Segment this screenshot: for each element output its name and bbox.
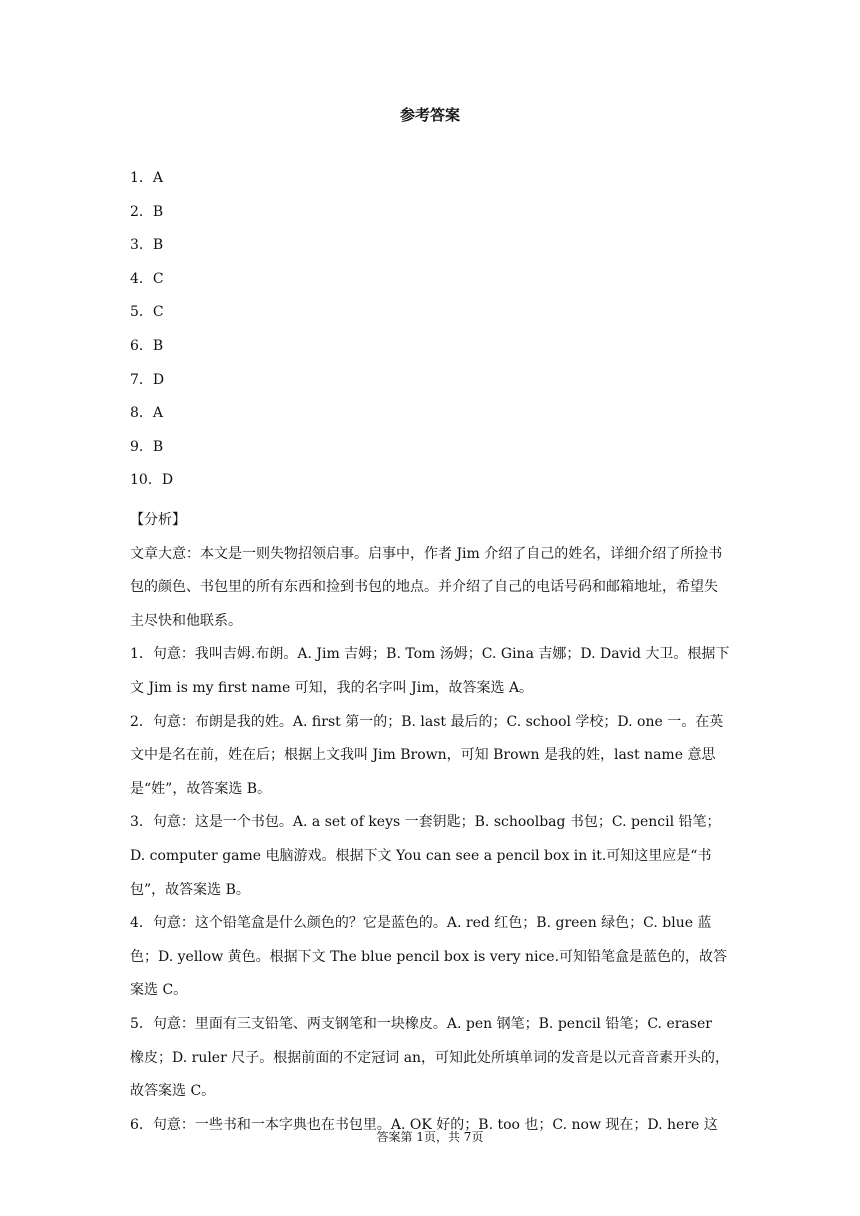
explanation-1: 1．句意：我叫吉姆.布朗。A. Jim 吉姆；B. Tom 汤姆；C. Gina 吉娜；D. David 大卫。根据下文 Jim is my first name 可知，我的名字叫 Jim，故答案选 A。 — [130, 646, 730, 696]
page-title: 参考答案 — [399, 106, 460, 124]
answer-item: 3．B — [130, 237, 164, 254]
answer-item: 4．C — [130, 270, 164, 287]
answer-item: 1．A — [130, 170, 164, 186]
answer-item: 8．A — [130, 405, 164, 422]
answer-item: 9．B — [130, 438, 164, 455]
answer-item: 10．D — [130, 472, 174, 489]
explanation-2: 2．句意：布朗是我的姓。A. first 第一的；B. last 最后的；C. school 学校；D. one 一。在英文中是名在前，姓在后；根据上文我叫 Jim Brown，可知 Brown 是我的姓，last name 意思是“姓”，故答案选 B。 — [130, 713, 724, 797]
answer-item: 2．B — [130, 203, 164, 220]
analysis-section — [130, 504, 730, 1142]
explanation-4: 4．句意：这个铅笔盒是什么颜色的？它是蓝色的。A. red 红色；B. green 绿色；C. blue 蓝色；D. yellow 黄色。根据下文 The blue pencil box is very nice.可知铅笔盒是蓝色的，故答案选 C。 — [130, 915, 728, 999]
explanation-6: 6．句意：一些书和一本字典也在书包里。A. OK 好的；B. too 也；C. now 现在；D. here 这 — [130, 1116, 718, 1133]
page-footer: 答案第 1页，共 7页 — [376, 1130, 484, 1144]
answer-list — [130, 168, 173, 504]
analysis-heading: 【分析】 — [130, 512, 186, 528]
answer-item: 7．D — [130, 371, 165, 388]
explanation-3: 3．句意：这是一个书包。A. a set of keys 一套钥匙；B. schoolbag 书包；C. pencil 铅笔；D. computer game 电脑游戏。根据下文 You can see a pencil box in it.可知这里应是“书包”，故答案选 B。 — [130, 814, 721, 898]
article-summary: 文章大意：本文是一则失物招领启事。启事中，作者 Jim 介绍了自己的姓名，详细介绍了所捡书包的颜色、书包里的所有东西和捡到书包的地点。并介绍了自己的电话号码和邮箱地址，希望失主尽快和他联系。 — [130, 545, 723, 629]
answer-item: 5．C — [130, 304, 164, 321]
explanation-5: 5．句意：里面有三支铅笔、两支钢笔和一块橡皮。A. pen 钢笔；B. pencil 铅笔；C. eraser 橡皮；D. ruler 尺子。根据前面的不定冠词 an，可知此处所填单词的发音是以元音音素开头的，故答案选 C。 — [130, 1015, 730, 1100]
answer-item: 6．B — [130, 337, 164, 354]
